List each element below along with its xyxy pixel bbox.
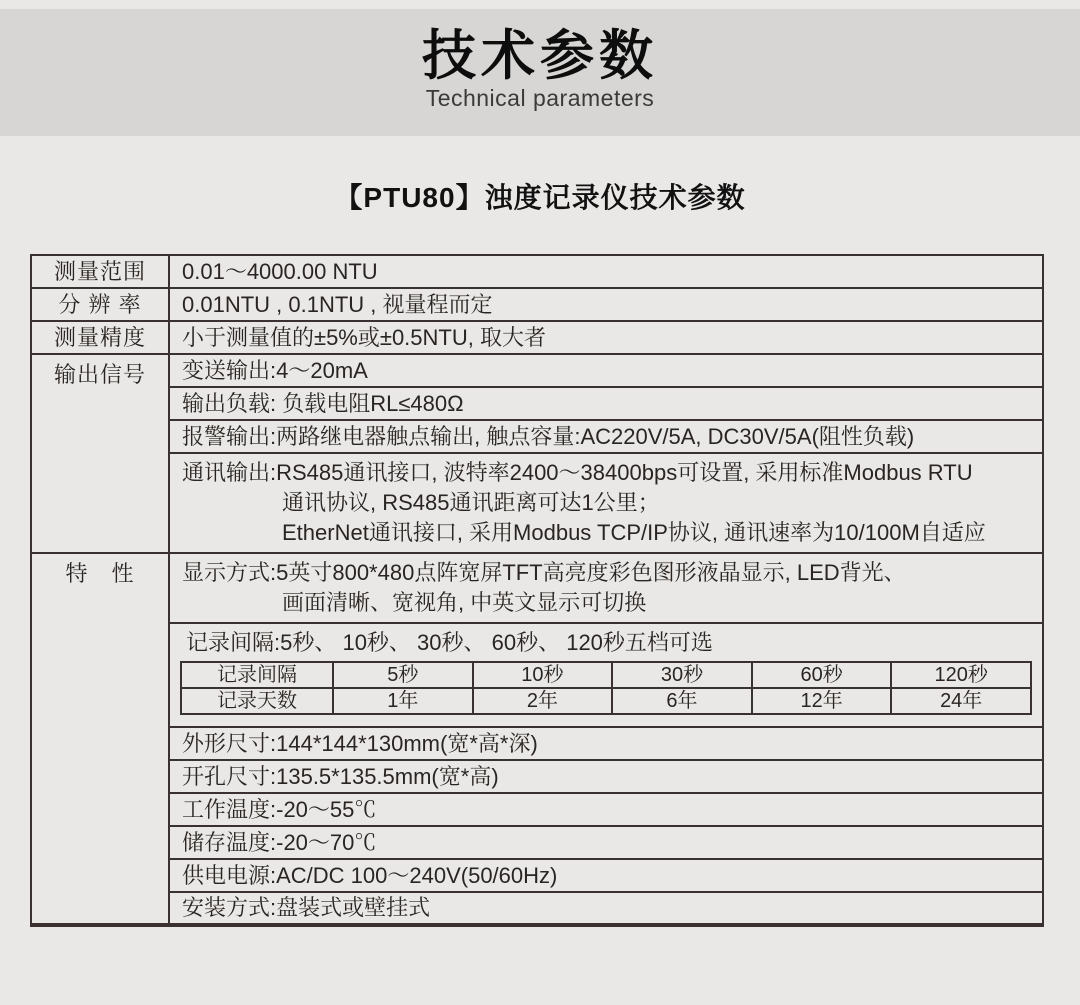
value-power: 供电电源:AC/DC 100～240V(50/60Hz) — [169, 859, 1043, 892]
page-title: 技术参数 — [422, 26, 658, 86]
value-cutout: 开孔尺寸:135.5*135.5mm(宽*高) — [169, 760, 1043, 793]
row-resolution — [31, 288, 1043, 321]
record-capacity-days-row — [181, 688, 1031, 714]
row-storage-temp — [31, 826, 1043, 859]
value-output-load: 输出负载: 负载电阻RL≤480Ω — [169, 387, 1043, 420]
value-output-alarm: 报警输出:两路继电器触点输出, 触点容量:AC220V/5A, DC30V/5A(阻性负载) — [169, 420, 1043, 453]
record-capacity-cell: 2年 — [473, 688, 613, 714]
label-accuracy: 测量精度 — [31, 321, 169, 354]
value-resolution: 0.01NTU , 0.1NTU , 视量程而定 — [169, 288, 1043, 321]
record-capacity-cell: 30秒 — [612, 662, 752, 688]
row-operating-temp — [31, 793, 1043, 826]
value-operating-temp: 工作温度:-20～55℃ — [169, 793, 1043, 826]
value-storage-temp: 储存温度:-20～70℃ — [169, 826, 1043, 859]
record-interval-text: 记录间隔:5秒、 10秒、 30秒、 60秒、 120秒五档可选 — [186, 630, 713, 655]
value-dimensions: 外形尺寸:144*144*130mm(宽*高*深) — [169, 727, 1043, 760]
row-power — [31, 859, 1043, 892]
header-band — [0, 9, 1080, 136]
record-capacity-cell: 10秒 — [473, 662, 613, 688]
row-cutout — [31, 760, 1043, 793]
row-dimensions — [31, 727, 1043, 760]
comm-line-2: 通讯协议, RS485通讯距离可达1公里； — [282, 490, 660, 515]
record-capacity-cell: 6年 — [612, 688, 752, 714]
record-capacity-cell: 5秒 — [333, 662, 473, 688]
row-record-interval — [31, 623, 1043, 727]
record-capacity-cell: 记录间隔 — [181, 662, 333, 688]
row-output-transmit — [31, 354, 1043, 387]
value-record-interval — [169, 623, 1043, 727]
value-output-comm — [169, 453, 1043, 553]
label-measure-range: 测量范围 — [31, 255, 169, 288]
comm-line-1: 通讯输出:RS485通讯接口, 波特率2400～38400bps可设置, 采用标准Modbus RTU — [182, 460, 973, 485]
row-mounting — [31, 892, 1043, 925]
display-line-1: 显示方式:5英寸800*480点阵宽屏TFT高亮度彩色图形液晶显示, LED背光、 — [182, 560, 906, 585]
record-capacity-cell: 记录天数 — [181, 688, 333, 714]
record-capacity-cell: 120秒 — [891, 662, 1031, 688]
display-line-2: 画面清晰、宽视角, 中英文显示可切换 — [282, 590, 647, 615]
record-capacity-cell: 12年 — [752, 688, 892, 714]
section-title: 【PTU80】浊度记录仪技术参数 — [334, 182, 746, 213]
row-measure-range — [31, 255, 1043, 288]
value-accuracy: 小于测量值的±5%或±0.5NTU, 取大者 — [169, 321, 1043, 354]
comm-line-3: EtherNet通讯接口, 采用Modbus TCP/IP协议, 通讯速率为10/100M自适应 — [282, 520, 986, 545]
row-output-comm — [31, 453, 1043, 553]
label-output-signal: 输出信号 — [31, 354, 169, 553]
label-feature: 特 性 — [31, 553, 169, 925]
value-mounting: 安装方式:盘装式或壁挂式 — [169, 892, 1043, 925]
record-capacity-interval-row — [181, 662, 1031, 688]
value-feature-display — [169, 553, 1043, 623]
spec-table — [30, 254, 1044, 927]
label-resolution: 分 辨 率 — [31, 288, 169, 321]
record-capacity-cell: 60秒 — [752, 662, 892, 688]
record-capacity-cell: 1年 — [333, 688, 473, 714]
record-capacity-table — [180, 661, 1032, 715]
page-subtitle: Technical parameters — [425, 85, 655, 111]
row-accuracy — [31, 321, 1043, 354]
row-output-alarm — [31, 420, 1043, 453]
row-output-load — [31, 387, 1043, 420]
value-measure-range: 0.01～4000.00 NTU — [169, 255, 1043, 288]
record-capacity-cell: 24年 — [891, 688, 1031, 714]
value-output-transmit: 变送输出:4～20mA — [169, 354, 1043, 387]
row-feature-display — [31, 553, 1043, 623]
